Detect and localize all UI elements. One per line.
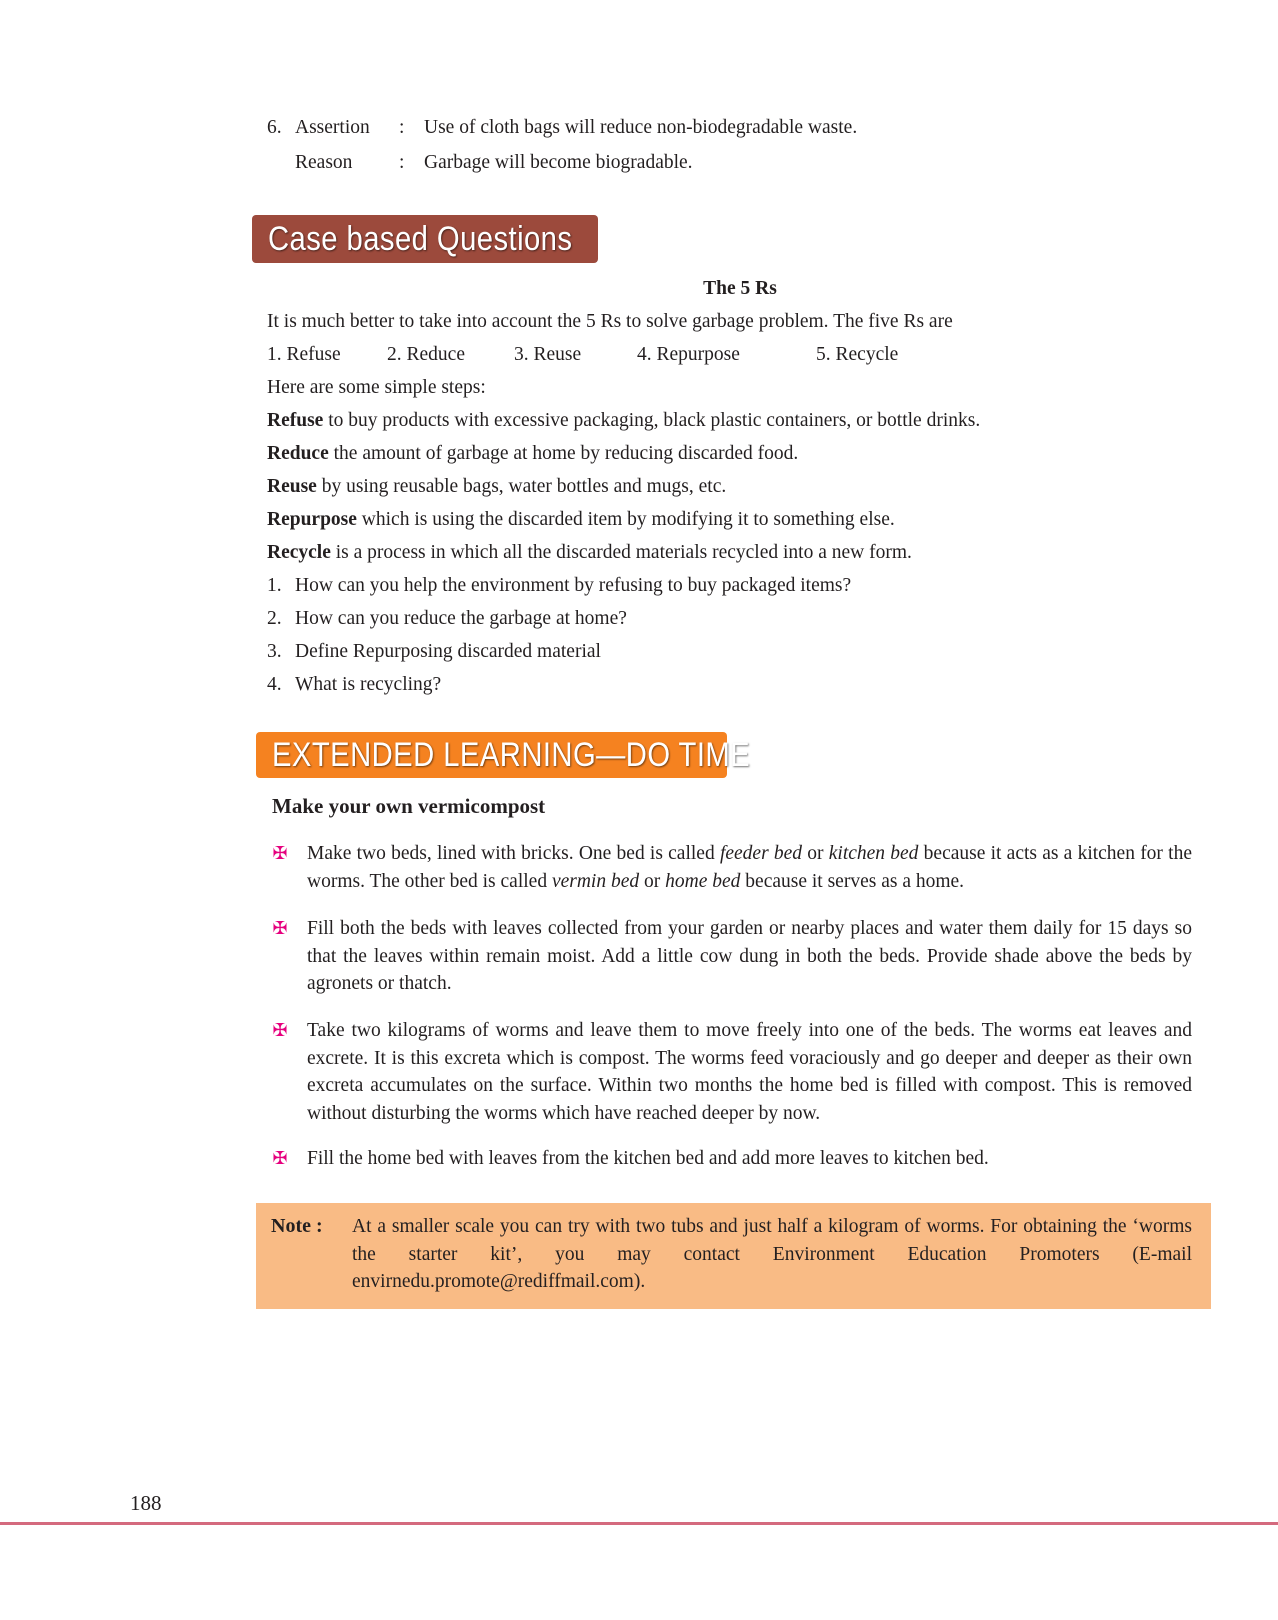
five-rs-list: [267, 342, 898, 368]
intro-paragraph: It is much better to take into account the 5 Rs to solve garbage problem. The five Rs are: [267, 311, 953, 332]
step-term: Repurpose: [267, 509, 357, 530]
question-4: [267, 672, 441, 698]
question-text: Define Repurposing discarded material: [295, 641, 601, 662]
steps-intro: Here are some simple steps:: [267, 377, 486, 398]
question-number: 2.: [267, 608, 282, 629]
question-2: [267, 606, 627, 632]
banner-title: Case based Questions: [268, 220, 573, 258]
assertion-row: [267, 115, 857, 141]
reason-label: Reason: [295, 152, 353, 173]
question-1: [267, 573, 851, 599]
maltese-cross-icon: ✠: [272, 1148, 288, 1169]
question-number: 3.: [267, 641, 282, 662]
step-term: Recycle: [267, 542, 331, 563]
step-recycle: [267, 540, 912, 566]
step-text: which is using the discarded item by modifying it to something else.: [356, 509, 895, 530]
step-text: the amount of garbage at home by reducing discarded food.: [328, 443, 799, 464]
step-term: Reuse: [267, 476, 317, 497]
term-kitchen-bed: kitchen bed: [828, 843, 919, 864]
step-text: is a process in which all the discarded materials recycled into a new form.: [330, 542, 912, 563]
banner-title: EXTENDED LEARNING—DO TIME: [272, 736, 751, 774]
footer-rule: [0, 1522, 1278, 1525]
step-text: by using reusable bags, water bottles and mugs, etc.: [316, 476, 727, 497]
term-vermin-bed: vermin bed: [551, 870, 640, 892]
activity-title: Make your own vermicompost: [272, 794, 546, 818]
step-repurpose: [267, 507, 895, 533]
reason-text: Garbage will become biogradable.: [424, 152, 693, 173]
question-number: 1.: [267, 575, 282, 596]
note-text: At a smaller scale you can try with two tubs and just half a kilogram of worms. For obtaining the ‘worms the starter kit’, you may contact Environment Education Promoters (E-mail envirnedu.promote@rediffmail.com).: [352, 1216, 1192, 1292]
note-label: Note :: [271, 1215, 323, 1237]
activity-step-4: Fill the home bed with leaves from the kitchen bed and add more leaves to kitchen bed.: [307, 1148, 989, 1169]
question-number: 4.: [267, 674, 282, 695]
question-text: What is recycling?: [295, 674, 442, 695]
activity-step-1: Make two beds, lined with bricks. One bed is called feeder bed or kitchen bed because it acts as a kitchen for the worms. The other bed is called vermin bed or home bed because it serves as a home.: [307, 843, 1192, 892]
assertion-text: Use of cloth bags will reduce non-biodegradable waste.: [424, 117, 858, 138]
question-text: How can you help the environment by refusing to buy packaged items?: [295, 575, 852, 596]
case-based-questions-banner: [252, 215, 598, 263]
r-item-reuse: 3. Reuse: [514, 344, 582, 365]
separator: :: [399, 152, 405, 173]
step-reuse: [267, 474, 726, 500]
maltese-cross-icon: ✠: [272, 918, 288, 939]
r-item-recycle: 5. Recycle: [816, 344, 899, 365]
step-term: Reduce: [267, 443, 329, 464]
term-home-bed: home bed: [665, 870, 741, 892]
separator: :: [399, 117, 405, 138]
assertion-label: Assertion: [295, 117, 370, 138]
question-text: How can you reduce the garbage at home?: [295, 608, 627, 629]
activity-step-2: Fill both the beds with leaves collected from your garden or nearby places and water them daily for 15 days so that the leaves within remain moist. Add a little cow dung in both the beds. Provide shade above the beds by agronets or thatch.: [307, 918, 1192, 994]
step-text: to buy products with excessive packaging, black plastic containers, or bottle drinks.: [323, 410, 981, 431]
r-item-repurpose: 4. Repurpose: [637, 344, 740, 365]
extended-learning-banner: [256, 732, 751, 778]
reason-row: [267, 150, 693, 176]
r-item-reduce: 2. Reduce: [387, 344, 465, 365]
maltese-cross-icon: ✠: [272, 1020, 288, 1041]
activity-step-3: Take two kilograms of worms and leave them to move freely into one of the beds. The worms eat leaves and excrete. It is this excreta which is compost. The worms feed voraciously and go deeper and deeper as their own excreta accumulates on the surface. Within two months the home bed is filled with compost. This is removed without disturbing the worms which have reached deeper by now.: [307, 1020, 1192, 1124]
term-feeder-bed: feeder bed: [719, 843, 803, 864]
question-number: 6.: [267, 117, 282, 138]
step-term: Refuse: [267, 410, 324, 431]
section-title: The 5 Rs: [703, 278, 777, 299]
r-item-refuse: 1. Refuse: [267, 344, 341, 365]
step-refuse: [267, 408, 980, 434]
maltese-cross-icon: ✠: [272, 843, 288, 864]
question-3: [267, 639, 601, 665]
step-reduce: [267, 441, 798, 467]
page-number: 188: [130, 1491, 162, 1515]
